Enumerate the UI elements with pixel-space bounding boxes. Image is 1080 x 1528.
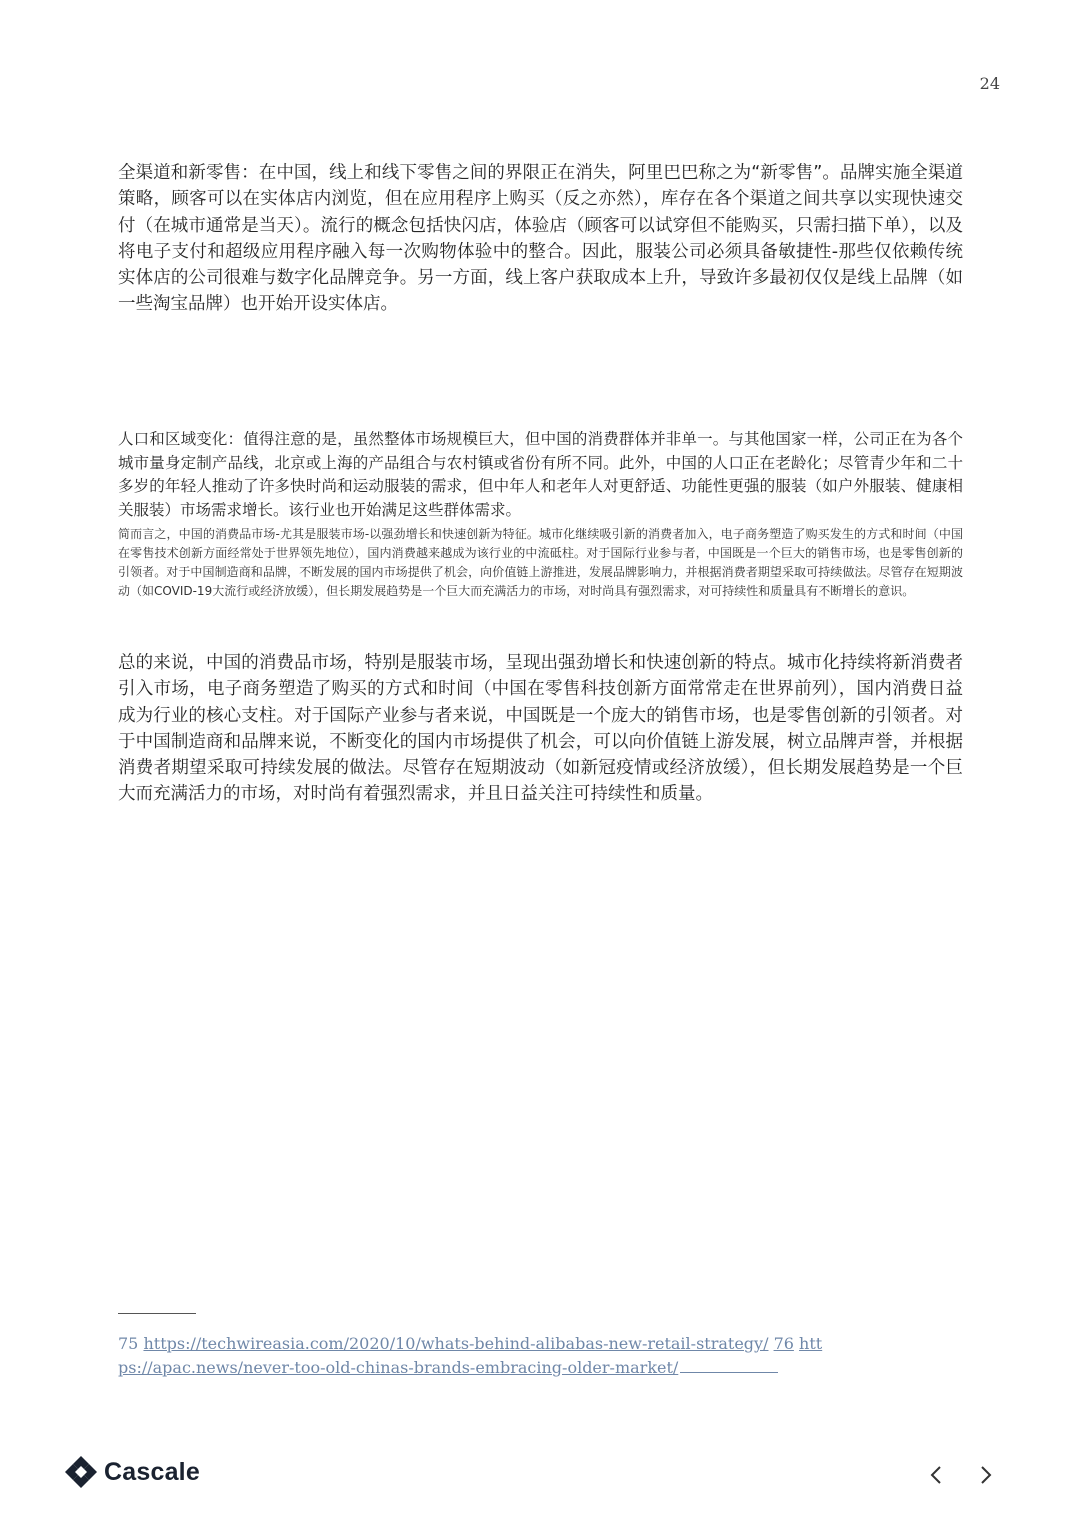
footnote-divider — [118, 1313, 196, 1314]
footnote-number-76[interactable]: 76 — [773, 1334, 794, 1353]
cascale-logo-icon — [64, 1455, 98, 1489]
page-navigation — [924, 1460, 998, 1490]
footnote-line-2 — [118, 1356, 798, 1380]
next-page-button[interactable] — [974, 1460, 998, 1490]
footnote-link-76-start[interactable]: htt — [799, 1334, 823, 1353]
paragraph-summary-small: 简而言之，中国的消费品市场-尤其是服装市场-以强劲增长和快速创新为特征。城市化继续吸引新的消费者加入，电子商务塑造了购买发生的方式和时间（中国在零售技术创新方面经常处于世界领先地位），国内消费越来越成为该行业的中流砥柱。对于国际行业参与者，中国既是一个巨大的销售市场，也是零售创新的引领者。对于中国制造商和品牌，不断发展的国内市场提供了机会，向价值链上游推进，发展品牌影响力，并根据消费者期望采取可持续做法。尽管存在短期波动（如COVID-19大流行或经济放缓），但长期发展趋势是一个巨大而充满活力的市场，对时尚具有强烈需求，对可持续性和质量具有不断增长的意识。 — [118, 527, 963, 598]
chevron-left-icon — [929, 1464, 943, 1486]
footnote-underline-tail — [680, 1371, 778, 1373]
footnote-number-75: 75 — [118, 1334, 139, 1353]
prev-page-button[interactable] — [924, 1460, 948, 1490]
footnotes — [118, 1332, 823, 1380]
paragraph-omnichannel: 全渠道和新零售：在中国，线上和线下零售之间的界限正在消失，阿里巴巴称之为“新零售”。品牌实施全渠道策略，顾客可以在实体店内浏览，但在应用程序上购买（反之亦然），库存在各个渠道之间共享以实现快速交付（在城市通常是当天）。流行的概念包括快闪店，体验店（顾客可以试穿但不能购买，只需扫描下单），以及将电子支付和超级应用程序融入每一次购物体验中的整合。因此，服装公司必须具备敏捷性-那些仅依赖传统实体店的公司很难与数字化品牌竞争。另一方面，线上客户获取成本上升，导致许多最初仅仅是线上品牌（如一些淘宝品牌）也开始开设实体店。 — [118, 163, 963, 315]
brand-logo — [64, 1455, 200, 1489]
brand-name: Cascale — [104, 1457, 200, 1486]
footnote-line-1 — [118, 1332, 823, 1356]
paragraph-conclusion: 总的来说，中国的消费品市场，特别是服装市场，呈现出强劲增长和快速创新的特点。城市化持续将新消费者引入市场，电子商务塑造了购买的方式和时间（中国在零售科技创新方面常常走在世界前列），国内消费日益成为行业的核心支柱。对于国际产业参与者来说，中国既是一个庞大的销售市场，也是零售创新的引领者。对于中国制造商和品牌来说，不断变化的国内市场提供了机会，可以向价值链上游发展，树立品牌声誉，并根据消费者期望采取可持续发展的做法。尽管存在短期波动（如新冠疫情或经济放缓），但长期发展趋势是一个巨大而充满活力的市场，对时尚有着强烈需求，并且日益关注可持续性和质量。 — [118, 653, 963, 805]
chevron-right-icon — [979, 1464, 993, 1486]
footnote-link-75[interactable]: https://techwireasia.com/2020/10/whats-behind-alibabas-new-retail-strategy/ — [143, 1334, 769, 1353]
page-number: 24 — [979, 74, 1000, 93]
footnote-link-76-end[interactable]: ps://apac.news/never-too-old-chinas-brands-embracing-older-market/ — [118, 1358, 679, 1377]
paragraph-demographics: 人口和区域变化：值得注意的是，虽然整体市场规模巨大，但中国的消费群体并非单一。与其他国家一样，公司正在为各个城市量身定制产品线，北京或上海的产品组合与农村镇或省份有所不同。此外，中国的人口正在老龄化；尽管青少年和二十多岁的年轻人推动了许多快时尚和运动服装的需求，但中年人和老年人对更舒适、功能性更强的服装（如户外服装、健康相关服装）市场需求增长。该行业也开始满足这些群体需求。 — [118, 430, 963, 519]
